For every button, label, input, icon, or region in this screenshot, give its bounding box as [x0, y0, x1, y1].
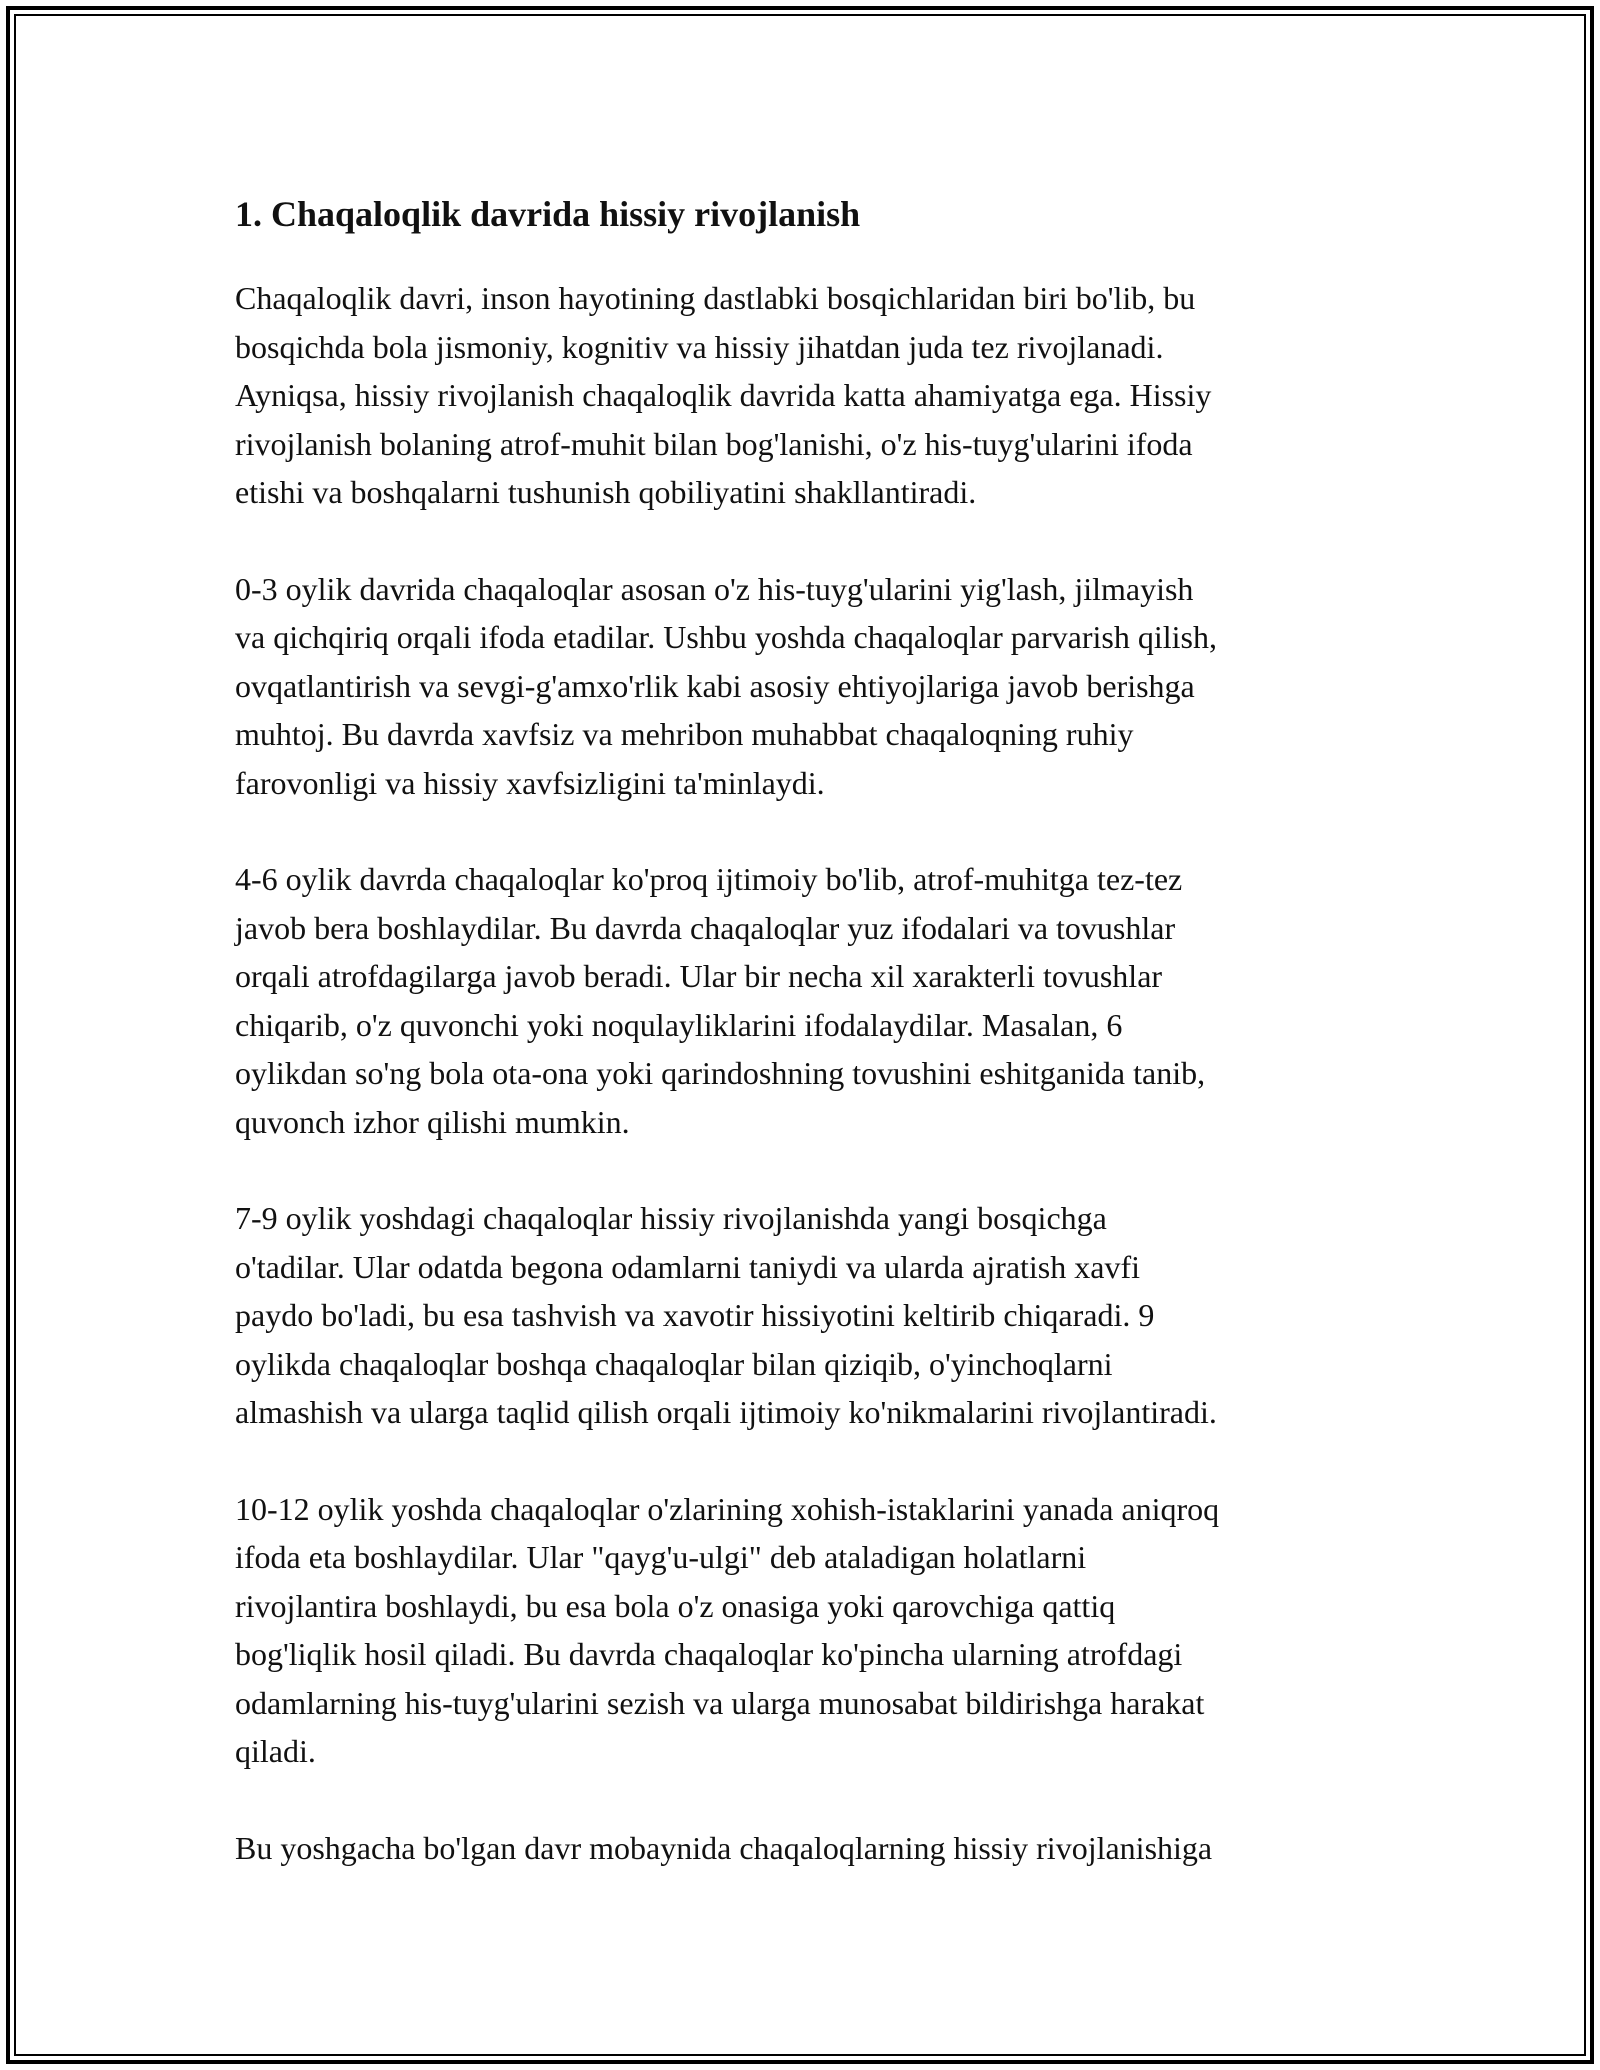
text-line: va qichqiriq orqali ifoda etadilar. Ushbu yoshda chaqaloqlar parvarish qilish,	[235, 619, 1217, 655]
text-line: odamlarning his-tuyg'ularini sezish va ularga munosabat bildirishga harakat	[235, 1684, 1205, 1721]
text-line: oylikdan so'ng bola ota-ona yoki qarindoshning tovushini eshitganida tanib,	[235, 1055, 1206, 1091]
text-line: etishi va boshqalarni tushunish qobiliyatini shakllantiradi.	[235, 474, 977, 510]
text-line: farovonligi va hissiy xavfsizligini ta'minlaydi.	[235, 764, 825, 801]
text-line: Bu yoshgacha bo'lgan davr mobaynida chaqaloqlarning hissiy rivojlanishiga	[235, 1829, 1213, 1866]
text-line: 10-12 oylik yoshda chaqaloqlar o'zlarining xohish-istaklarini yanada aniqroq	[235, 1490, 1220, 1527]
paragraph-4-6-months	[235, 855, 1370, 1146]
text-line: muhtoj. Bu davrda xavfsiz va mehribon muhabbat chaqaloqning ruhiy	[235, 716, 1134, 752]
text-line: orqali atrofdagilarga javob beradi. Ular bir necha xil xarakterli tovushlar	[235, 958, 1163, 994]
document-body	[235, 188, 1370, 1920]
text-line: ifoda eta boshlaydilar. Ular "qayg'u-ulgi" deb ataladigan holatlarni	[235, 1539, 1087, 1575]
text-line: quvonch izhor qilishi mumkin.	[235, 1103, 630, 1140]
paragraph-0-3-months	[235, 565, 1370, 808]
text-line: o'tadilar. Ular odatda begona odamlarni taniydi va ularda ajratish xavfi	[235, 1248, 1140, 1285]
paragraph-10-12-months	[235, 1485, 1370, 1776]
text-line: Chaqaloqlik davri, inson hayotining dastlabki bosqichlaridan biri bo'lib, bu	[235, 280, 1196, 316]
text-line: chiqarib, o'z quvonchi yoki noqulayliklarini ifodalaydilar. Masalan, 6	[235, 1006, 1123, 1043]
text-line: javob bera boshlaydilar. Bu davrda chaqaloqlar yuz ifodalari va tovushlar	[235, 909, 1176, 946]
text-line: 7-9 oylik yoshdagi chaqaloqlar hissiy rivojlanishda yangi bosqichga	[235, 1200, 1107, 1236]
text-line: rivojlantira boshlaydi, bu esa bola o'z onasiga yoki qarovchiga qattiq	[235, 1587, 1116, 1624]
text-line: almashish va ularga taqlid qilish orqali ijtimoiy ko'nikmalarini rivojlantiradi.	[235, 1394, 1217, 1430]
text-line: oylikda chaqaloqlar boshqa chaqaloqlar bilan qiziqib, o'yinchoqlarni	[235, 1345, 1113, 1382]
text-line: Ayniqsa, hissiy rivojlanish chaqaloqlik davrida katta ahamiyatga ega. Hissiy	[235, 377, 1212, 413]
text-line: paydo bo'ladi, bu esa tashvish va xavotir hissiyotini keltirib chiqaradi. 9	[235, 1297, 1155, 1333]
text-line: rivojlanish bolaning atrof-muhit bilan bog'lanishi, o'z his-tuyg'ularini ifoda	[235, 425, 1193, 462]
text-line: 4-6 oylik davrda chaqaloqlar ko'proq ijtimoiy bo'lib, atrof-muhitga tez-tez	[235, 861, 1183, 897]
section-heading: 1. Chaqaloqlik davrida hissiy rivojlanish	[235, 194, 861, 234]
paragraph-intro	[235, 274, 1370, 517]
text-line: bosqichda bola jismoniy, kognitiv va hissiy jihatdan juda tez rivojlanadi.	[235, 328, 1164, 365]
text-line: qiladi.	[235, 1733, 316, 1769]
paragraph-7-9-months	[235, 1194, 1370, 1437]
text-line: 0-3 oylik davrida chaqaloqlar asosan o'z his-tuyg'ularini yig'lash, jilmayish	[235, 570, 1194, 607]
text-line: bog'liqlik hosil qiladi. Bu davrda chaqaloqlar ko'pincha ularning atrofdagi	[235, 1636, 1183, 1672]
text-line: ovqatlantirish va sevgi-g'amxo'rlik kabi asosiy ehtiyojlariga javob berishga	[235, 667, 1195, 704]
paragraph-summary	[235, 1824, 1370, 1873]
